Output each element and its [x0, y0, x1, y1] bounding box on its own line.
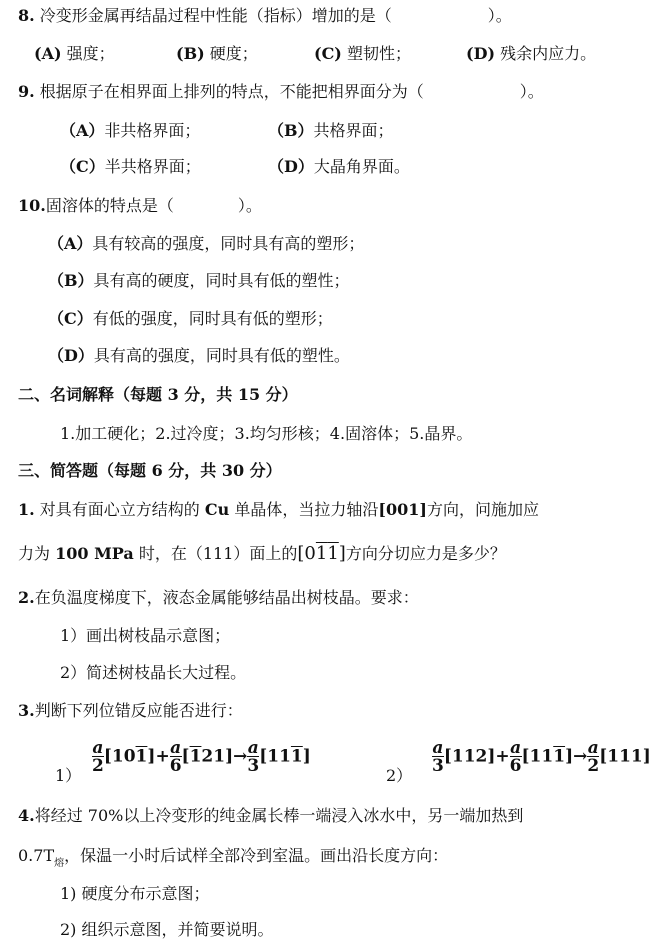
s3-question-1-line1: 1. 对具有面心立方结构的 Cu 单晶体，当拉力轴沿[001]方向，问施加应	[18, 500, 539, 519]
s3-question-2: 2.在负温度梯度下，液态金属能够结晶出树枝晶。要求：	[18, 588, 419, 607]
question-10	[18, 196, 262, 216]
s3-question-1-line2: 力为 100 MPa 时，在（111）面上的[011]方向分切应力是多少？	[18, 543, 506, 564]
s3-question-4-sub-1: 1) 硬度分布示意图；	[60, 884, 210, 903]
option-c: （C）半共格界面；	[60, 157, 201, 176]
s3-question-4-line2: $0.7T_熔$，保温一小时后试样全部冷到室温。画出沿长度方向：	[18, 846, 449, 869]
coefficient: $\frac{a}{6}$	[169, 738, 182, 776]
coefficient: $\frac{a}{6}$	[509, 738, 522, 776]
coefficient: $\frac{a}{3}$	[432, 738, 444, 776]
section-2-items: 1.加工硬化；2.过冷度；3.均匀形核；4.固溶体；5.晶界。	[60, 424, 473, 443]
direction-vector: [011]	[297, 543, 346, 564]
question-number: 8.	[18, 6, 35, 25]
question-text: 根据原子在相界面上排列的特点，不能把相界面分为（ ）。	[39, 82, 544, 101]
reaction-1-label: 1）	[55, 766, 82, 785]
question-number: 10.	[18, 196, 46, 215]
option-a: （A）具有较高的强度，同时具有高的塑形；	[48, 234, 365, 253]
coefficient: $\frac{a}{3}$	[247, 738, 260, 776]
s3-question-2-sub-1: 1）画出树枝晶示意图；	[60, 626, 231, 645]
s3-question-4-line1: 4.将经过 70%以上冷变形的纯金属长棒一端浸入冰水中，另一端加热到	[18, 806, 524, 825]
option-a: (A) 强度；	[34, 44, 115, 63]
question-9	[18, 82, 544, 102]
section-2-title: 二、名词解释（每题 3 分，共 15 分）	[18, 385, 298, 404]
question-text: 冷变形金属再结晶过程中性能（指标）增加的是（ ）。	[39, 6, 512, 25]
s3-question-2-sub-2: 2）简述树枝晶长大过程。	[60, 663, 247, 682]
option-c: （C）有低的强度，同时具有低的塑形；	[48, 309, 333, 328]
option-d: （D）大晶角界面。	[268, 157, 410, 176]
question-number: 9.	[18, 82, 35, 101]
coefficient: $\frac{a}{2}$	[587, 738, 600, 776]
option-d: （D）具有高的强度，同时具有低的塑性。	[48, 346, 350, 365]
question-text: 固溶体的特点是（ ）。	[45, 196, 262, 215]
reaction-2-label: 2）	[386, 766, 413, 785]
question-8	[18, 6, 512, 26]
option-c: (C) 塑韧性；	[314, 44, 411, 63]
section-3-title: 三、简答题（每题 6 分，共 30 分）	[18, 461, 282, 480]
option-a: （A）非共格界面；	[60, 121, 201, 140]
s3-question-4-sub-2: 2) 组织示意图，并简要说明。	[60, 920, 274, 939]
reaction-1: $\frac{a}{2}$ [101]+ $\frac{a}{6}$ [121]→ $\frac{a}{3}$ [111]	[92, 738, 311, 776]
option-b: （B）共格界面；	[268, 121, 394, 140]
coefficient: $\frac{a}{2}$	[92, 738, 104, 776]
option-b: （B）具有高的硬度，同时具有低的塑性；	[48, 271, 350, 290]
reaction-2: $\frac{a}{3}$ [112]+ $\frac{a}{6}$ [111]→ $\frac{a}{2}$ [111]	[432, 738, 651, 776]
option-d: (D) 残余内应力。	[466, 44, 597, 63]
option-b: (B) 硬度；	[176, 44, 258, 63]
s3-question-3: 3.判断下列位错反应能否进行：	[18, 701, 243, 720]
